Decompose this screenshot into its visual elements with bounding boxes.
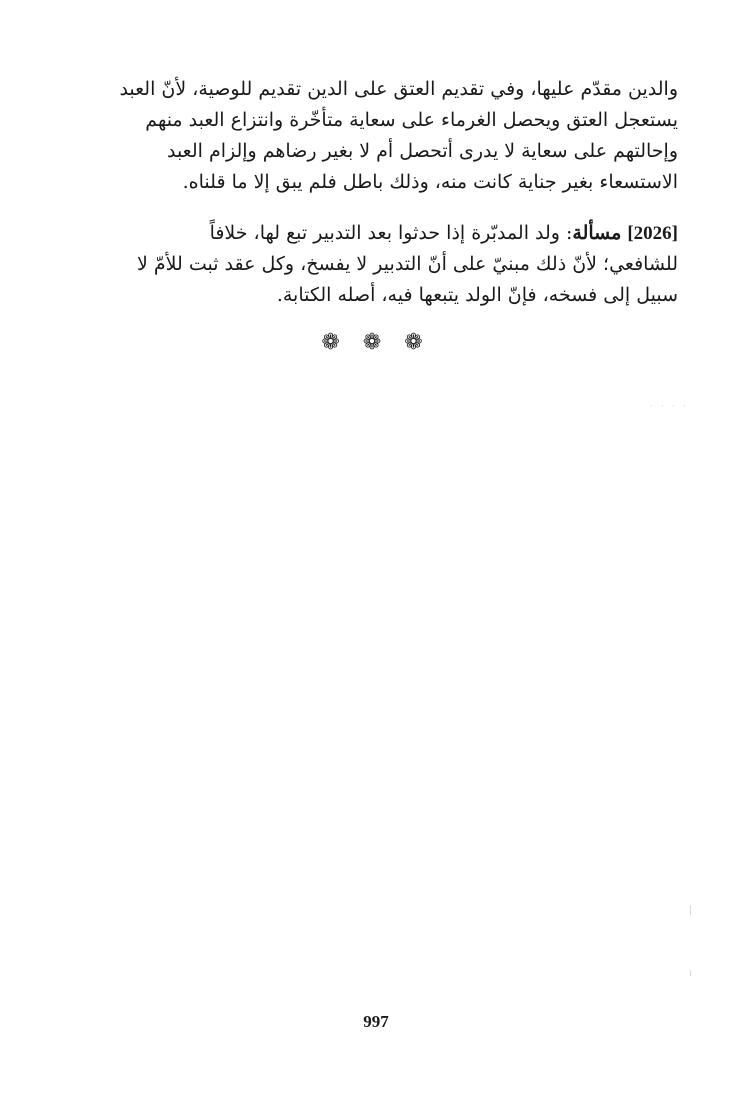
section-divider-ornaments: ❁ ❁ ❁ [321,330,431,355]
scan-mark [690,970,691,976]
issue-number: [2026] [627,223,678,244]
text-line: الاستسعاء بغير جناية كانت منه، وذلك باطل فلم يبق إلا ما قلناه. [182,171,678,193]
issue-line-rest: : ولد المدبّرة إذا حدثوا بعد التدبير تبع لها، خلافاً [209,222,573,244]
text-line: يستعجل العتق ويحصل الغرماء على سعاية متأخّرة وانتزاع العبد منهم [145,109,678,131]
scan-mark [690,905,691,915]
paragraph-dower-debt [72,74,678,198]
text-line: وإحالتهم على سعاية لا يدرى أتحصل أم لا بغير رضاهم وإلزام العبد [166,140,678,162]
text-line: والدين مقدّم عليها، وفي تقديم العتق على الدين تقديم للوصية، لأنّ العبد [119,78,678,100]
text-line: للشافعي؛ لأنّ ذلك مبنيّ على أنّ التدبير لا يفسخ، وكل عقد ثبت للأمّ لا [137,253,678,275]
paragraph-issue-2026 [72,218,678,311]
scan-specks: · · · · [650,402,689,411]
issue-label: مسألة [572,222,622,244]
page-number: 997 [363,1012,389,1031]
text-line: سبيل إلى فسخه، فإنّ الولد يتبعها فيه، أصله الكتابة. [276,284,678,306]
text-line [72,218,678,249]
